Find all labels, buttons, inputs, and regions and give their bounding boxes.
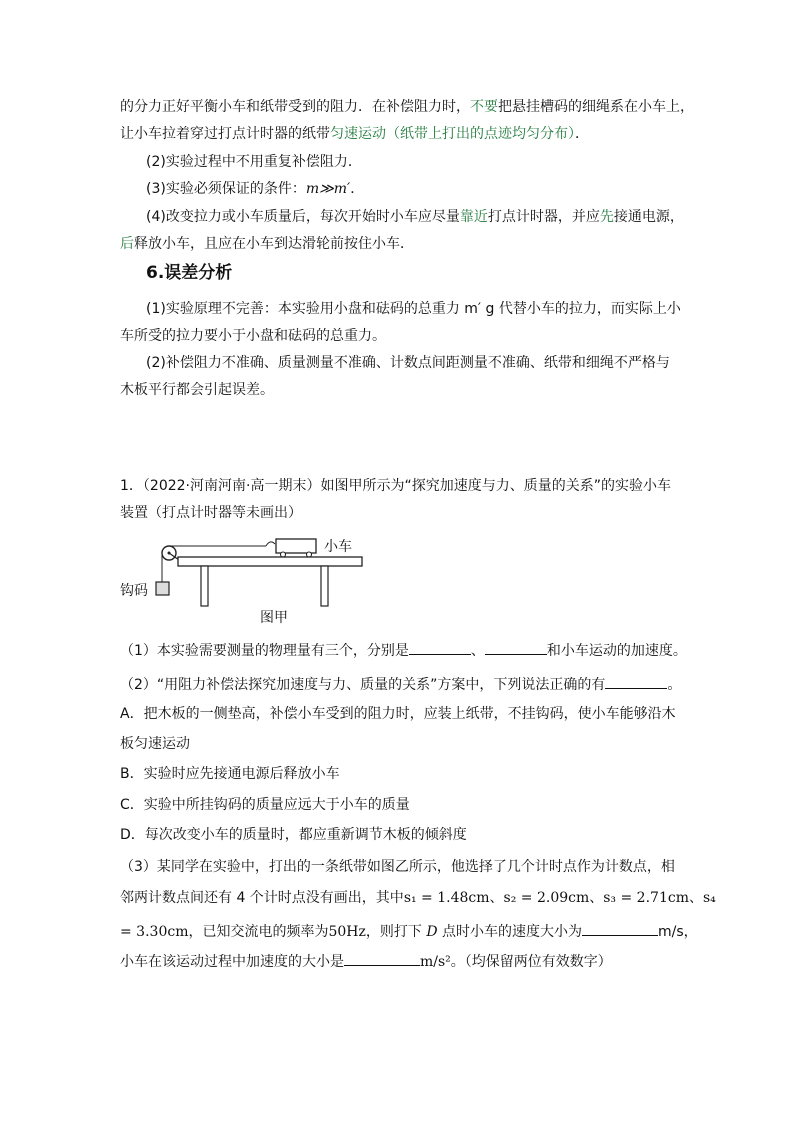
answer-blank-3[interactable] bbox=[605, 674, 667, 689]
option-a-line1: A．把木板的一侧垫高，补偿小车受到的阻力时，应装上纸带，不挂钩码，使小车能够沿木 bbox=[120, 706, 676, 722]
emphasis-text: 先 bbox=[599, 209, 614, 225]
option-d: D．每次改变小车的质量时，都应重新调节木板的倾斜度 bbox=[120, 827, 467, 843]
answer-blank-1[interactable] bbox=[409, 640, 471, 655]
label-car: 小车 bbox=[324, 539, 352, 555]
question-stem-line2: 装置（打点计时器等未画出） bbox=[120, 505, 302, 521]
measurement-s2: s₂ = 2.09cm bbox=[503, 890, 590, 906]
note-item-4-line2: 后释放小车，且应在小车到达滑轮前按住小车． bbox=[120, 236, 414, 252]
subquestion-3-line4: 小车在该运动过程中加速度的大小是 m/s²。（均保留两位有效数字） bbox=[120, 951, 612, 972]
emphasis-text: 后 bbox=[120, 236, 134, 252]
answer-blank-5[interactable] bbox=[344, 951, 420, 966]
subquestion-3-line1: （3）某同学在实验中，打出的一条纸带如图乙所示，他选择了几个计时点作为计数点，相 bbox=[120, 859, 675, 875]
subquestion-3-line2: 邻两计数点间还有 4 个计时点没有画出，其中s₁ = 1.48cm、s₂ = 2.09cm、s₃ = 2.71cm、s₄ bbox=[120, 890, 716, 906]
question-number: 1． bbox=[120, 478, 143, 494]
measurement-s3: s₃ = 2.71cm bbox=[603, 890, 689, 906]
subquestion-1: （1）本实验需要测量的物理量有三个，分别是 、 和小车运动的加速度。 bbox=[120, 640, 687, 661]
error-item-2-line2: 木板平行都会引起误差。 bbox=[120, 382, 274, 398]
subquestion-2: （2）“用阻力补偿法探究加速度与力、质量的关系”方案中，下列说法正确的有 。 bbox=[120, 674, 681, 695]
option-c: C．实验中所挂钩码的质量应远大于小车的质量 bbox=[120, 797, 410, 813]
question-stem-line1: 1．（2022·河南河南·高一期末）如图甲所示为“探究加速度与力、质量的关系”的实验小车 bbox=[120, 478, 671, 494]
figure-cart-apparatus bbox=[118, 530, 368, 630]
note-p1-line1: 的分力正好平衡小车和纸带受到的阻力．在补偿阻力时，不要把悬挂槽码的细绳系在小车上， bbox=[120, 99, 694, 115]
hanging-weight-icon bbox=[156, 582, 169, 595]
label-weight: 钩码 bbox=[120, 583, 148, 599]
error-item-2-line1: (2)补偿阻力不准确、质量测量不准确、计数点间距测量不准确、纸带和细绳不严格与 bbox=[146, 355, 670, 371]
emphasis-text: 匀速运动（纸带上打出的点迹均匀分布） bbox=[330, 126, 575, 142]
emphasis-text: 不要 bbox=[470, 99, 498, 115]
cart-icon bbox=[276, 539, 316, 553]
note-item-2: (2)实验过程中不用重复补偿阻力． bbox=[146, 154, 362, 170]
section-heading: 6.误差分析 bbox=[146, 263, 233, 283]
apparatus-diagram bbox=[118, 530, 368, 630]
error-item-1-line1: (1)实验原理不完善：本实验用小盘和砝码的总重力 m′ g 代替小车的拉力，而实际上小 bbox=[146, 301, 681, 317]
note-item-4-line1: (4)改变拉力或小车质量后，每次开始时小车应尽量靠近打点计时器，并应先接通电源， bbox=[146, 209, 684, 225]
measurement-s4-label: s₄ bbox=[702, 890, 716, 906]
answer-blank-2[interactable] bbox=[485, 640, 547, 655]
condition-formula: m≫m′ bbox=[305, 181, 351, 197]
emphasis-text: 靠近 bbox=[459, 209, 488, 225]
error-item-1-line2: 车所受的拉力要小于小盘和砝码的总重力。 bbox=[120, 328, 386, 344]
note-p1-line2: 让小车拉着穿过打点计时器的纸带匀速运动（纸带上打出的点迹均匀分布）． bbox=[120, 126, 589, 142]
option-b: B．实验时应先接通电源后释放小车 bbox=[120, 766, 340, 782]
table-top bbox=[178, 557, 362, 566]
measurement-s1: s₁ = 1.48cm bbox=[403, 890, 490, 906]
figure-caption: 图甲 bbox=[260, 610, 288, 626]
point-d-label: D bbox=[426, 924, 438, 940]
subquestion-3-line3: = 3.30cm，已知交流电的频率为50Hz，则打下 D 点时小车的速度大小为 m/s， bbox=[120, 921, 698, 942]
question-source: （2022·河南河南·高一期末） bbox=[142, 478, 321, 494]
answer-blank-4[interactable] bbox=[582, 921, 658, 936]
note-item-3: (3)实验必须保证的条件：m≫m′． bbox=[146, 181, 365, 197]
option-a-line2: 板匀速运动 bbox=[120, 736, 190, 752]
